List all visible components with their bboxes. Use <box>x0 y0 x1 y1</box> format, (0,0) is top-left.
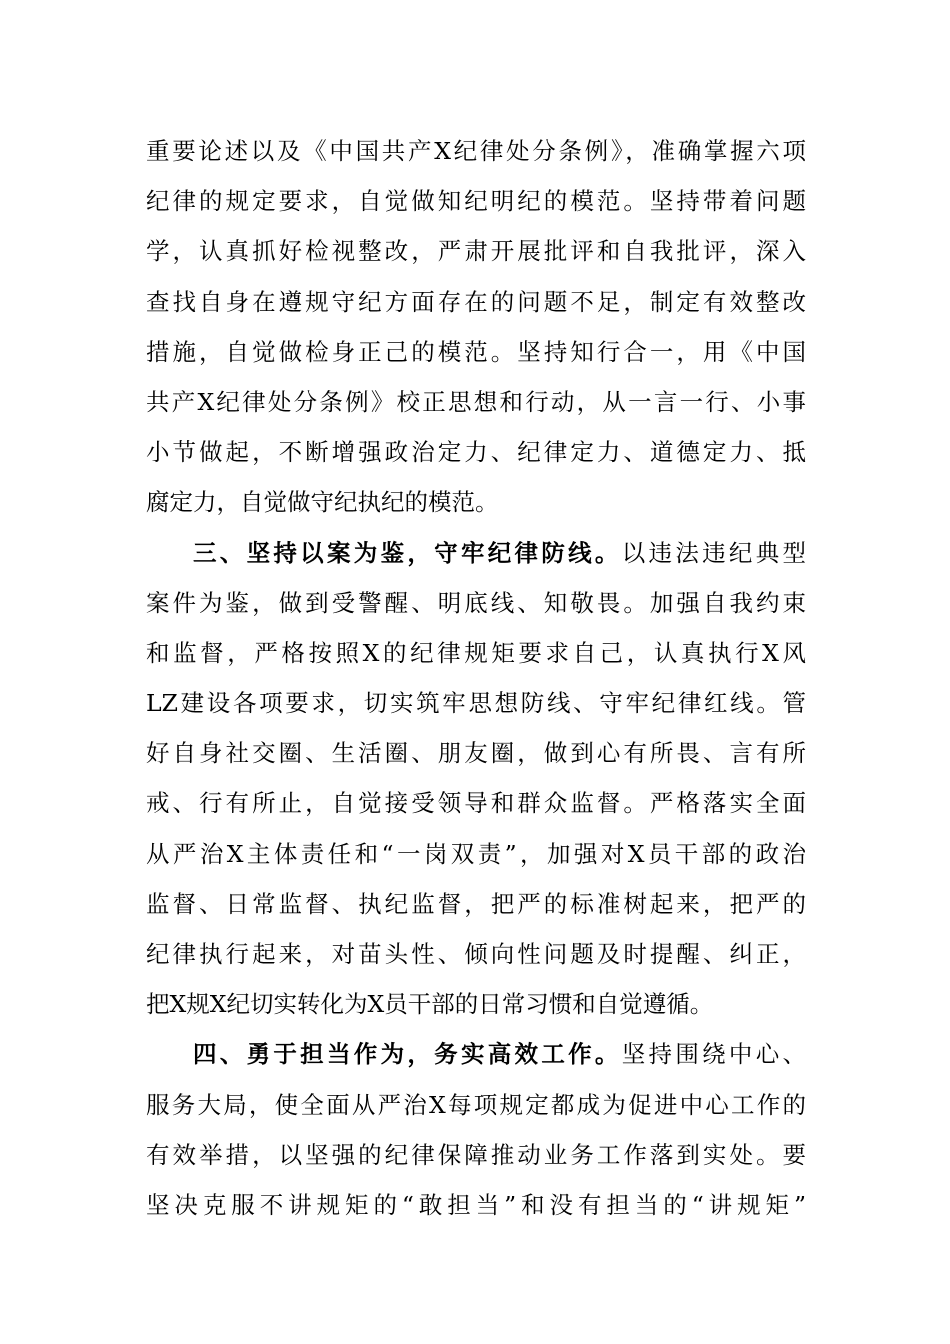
section-3-first-line <box>146 528 806 578</box>
paragraph-line: 重要论述以及《中国共产X纪律处分条例》，准确掌握六项 <box>146 137 806 165</box>
paragraph-line: 纪律的规定要求，自觉做知纪明纪的模范。坚持带着问题 <box>146 187 806 216</box>
section-4-first-line <box>146 1029 806 1079</box>
paragraph-line: 有效举措，以坚强的纪律保障推动业务工作落到实处。要 <box>146 1140 806 1169</box>
section-3-text: 以违法违纪典型 <box>621 538 807 567</box>
paragraph-line: 戒、行有所止，自觉接受领导和群众监督。严格落实全面 <box>146 789 806 818</box>
paragraph-line: 和监督，严格按照X的纪律规矩要求自己，认真执行X风 <box>146 638 806 667</box>
paragraph-line: 腐定力，自觉做守纪执纪的模范。 <box>146 488 499 517</box>
section-4-heading: 四、勇于担当作为，务实高效工作。 <box>193 1040 622 1069</box>
paragraph-line: 学，认真抓好检视整改，严肃开展批评和自我批评，深入 <box>146 237 806 266</box>
paragraph-line: 查找自身在遵规守纪方面存在的问题不足，制定有效整改 <box>146 287 806 316</box>
paragraph-line: LZ建设各项要求，切实筑牢思想防线、守牢纪律红线。管 <box>146 689 806 718</box>
paragraph-line: 服务大局，使全面从严治X每项规定都成为促进中心工作的 <box>146 1090 806 1119</box>
section-3-heading: 三、坚持以案为鉴，守牢纪律防线。 <box>193 538 622 567</box>
document-body <box>146 126 806 1230</box>
paragraph-line: 监督、日常监督、执纪监督，把严的标准树起来，把严的 <box>146 889 806 918</box>
paragraph-line: 把X规X纪切实转化为X员干部的日常习惯和自觉遵循。 <box>146 990 714 1019</box>
paragraph-line: 从严治X主体责任和“一岗双责”，加强对X员干部的政治 <box>146 839 806 868</box>
paragraph-line: 纪律执行起来，对苗头性、倾向性问题及时提醒、纠正， <box>146 940 806 968</box>
paragraph-line: 坚决克服不讲规矩的“敢担当”和没有担当的“讲规矩” <box>146 1190 806 1219</box>
paragraph-line: 共产X纪律处分条例》校正思想和行动，从一言一行、小事 <box>146 387 806 416</box>
paragraph-line: 措施，自觉做检身正己的模范。坚持知行合一，用《中国 <box>146 337 806 366</box>
paragraph-line: 好自身社交圈、生活圈、朋友圈，做到心有所畏、言有所 <box>146 739 806 768</box>
paragraph-line: 小节做起，不断增强政治定力、纪律定力、道德定力、抵 <box>146 438 806 467</box>
section-4-text: 坚持围绕中心、 <box>621 1040 807 1069</box>
paragraph-line: 案件为鉴，做到受警醒、明底线、知敬畏。加强自我约束 <box>146 588 806 617</box>
